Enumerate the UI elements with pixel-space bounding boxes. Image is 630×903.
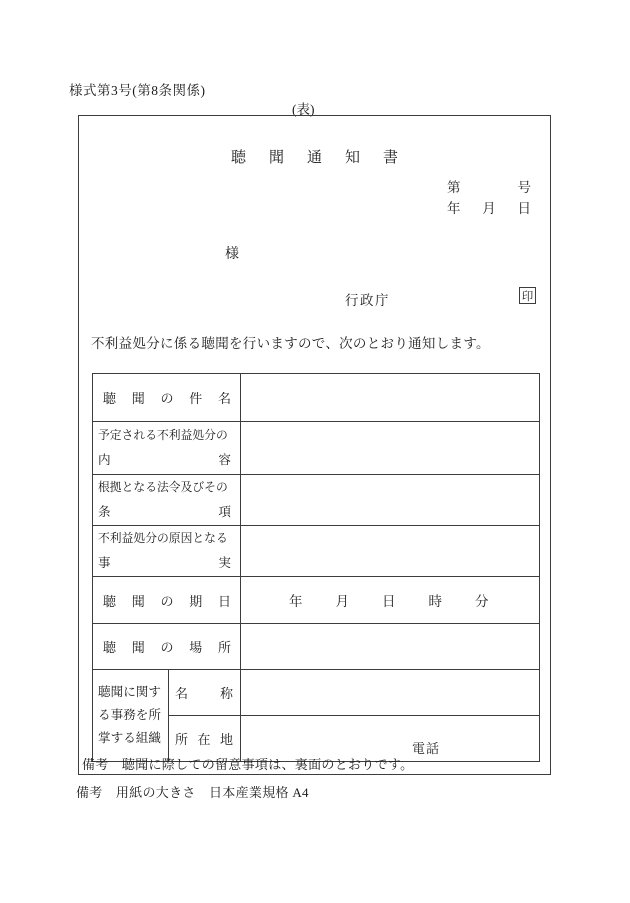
row-organization-name xyxy=(93,670,540,716)
planned-disposition-value-cell xyxy=(241,422,540,475)
legal-basis-value-cell xyxy=(241,475,540,526)
legal-basis-label-cell xyxy=(93,475,241,526)
date-year-label: 年 xyxy=(447,201,461,216)
row-facts xyxy=(93,526,540,577)
hearing-details-table xyxy=(92,373,540,762)
document-title: 聴聞通知書 xyxy=(230,150,421,166)
seal-placeholder-box xyxy=(519,287,536,304)
unit-minute: 分 xyxy=(475,594,489,609)
form-number-label: 様式第3号(第8条関係) xyxy=(69,83,206,98)
subject-label-cell xyxy=(93,374,241,422)
intro-sentence: 不利益処分に係る聴聞を行いますので、次のとおり通知します。 xyxy=(91,336,490,351)
facts-label-cell xyxy=(93,526,241,577)
date-month-label: 月 xyxy=(482,201,496,216)
facts-label-line1: 不利益処分の原因となる xyxy=(98,531,228,545)
unit-month: 月 xyxy=(335,594,350,609)
seal-character: 印 xyxy=(521,290,534,303)
issue-date-line xyxy=(447,201,531,217)
organization-label-cell: 聴聞に関する事務を所掌する組織 xyxy=(93,670,169,762)
legal-basis-label-line2: 条 項 xyxy=(98,505,232,519)
row-legal-basis xyxy=(93,475,540,526)
addressee-suffix: 様 xyxy=(225,247,239,262)
form-outer-border xyxy=(78,115,551,775)
agency-label: 行政庁 xyxy=(345,293,390,308)
unit-year: 年 xyxy=(289,594,303,609)
hearing-date-label: 聴 聞 の 期 日 xyxy=(103,593,232,609)
doc-number-suffix: 号 xyxy=(517,180,531,195)
planned-disposition-label-line2: 内 容 xyxy=(98,453,232,467)
subject-label: 聴 聞 の 件 名 xyxy=(103,391,232,406)
hearing-place-label: 聴 聞 の 場 所 xyxy=(103,640,232,655)
facts-value-cell xyxy=(241,526,540,577)
organization-name-label: 名 称 xyxy=(175,686,234,701)
hearing-date-value-cell xyxy=(241,577,540,624)
facts-label-line2: 事 実 xyxy=(98,556,232,570)
row-planned-disposition xyxy=(93,422,540,475)
front-side-label: (表) xyxy=(292,102,315,117)
organization-name-value-cell xyxy=(241,670,540,716)
subject-value-cell xyxy=(241,374,540,422)
planned-disposition-label-line1: 予定される不利益処分の xyxy=(98,428,228,442)
organization-address-label: 所 在 地 xyxy=(175,732,234,747)
organization-name-label-cell xyxy=(169,670,241,716)
document-number-line xyxy=(447,180,531,196)
unit-day: 日 xyxy=(382,594,396,609)
doc-number-prefix: 第 xyxy=(447,180,461,195)
date-day-label: 日 xyxy=(517,201,531,216)
legal-basis-label-line1: 根拠となる法令及びその xyxy=(98,480,228,494)
row-hearing-date xyxy=(93,577,540,624)
row-hearing-place xyxy=(93,624,540,670)
row-subject xyxy=(93,374,540,422)
hearing-place-value-cell xyxy=(241,624,540,670)
telephone-label: 電話 xyxy=(412,741,441,756)
hearing-date-label-cell xyxy=(93,577,241,624)
note-paper-size: 備考 用紙の大きさ 日本産業規格 A4 xyxy=(76,785,309,800)
hearing-date-units xyxy=(241,590,539,610)
unit-hour: 時 xyxy=(428,594,443,609)
note-inside-box: 備考 聴聞に際しての留意事項は、裏面のとおりです。 xyxy=(82,757,414,772)
hearing-place-label-cell xyxy=(93,624,241,670)
planned-disposition-label-cell xyxy=(93,422,241,475)
